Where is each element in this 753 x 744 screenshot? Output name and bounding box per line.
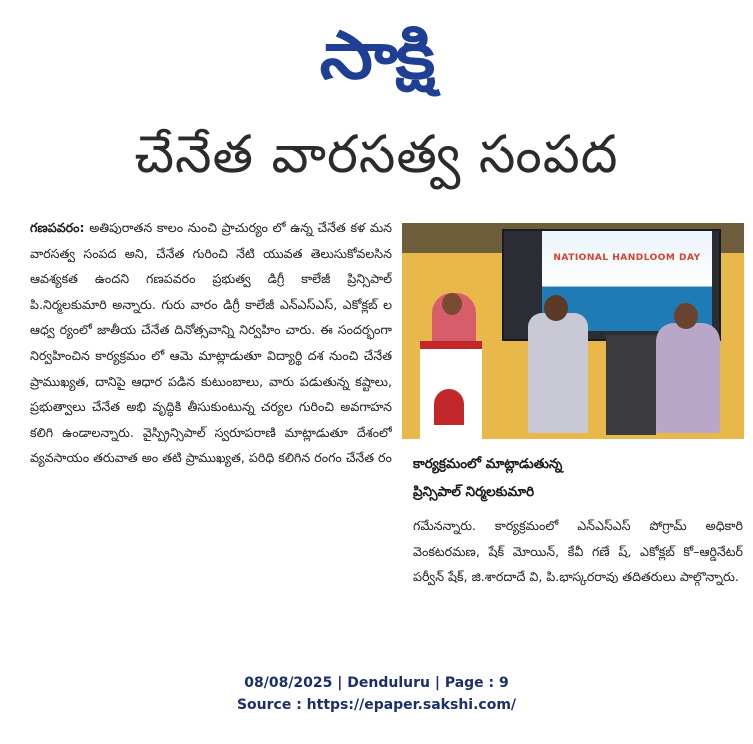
article-headline: చేనేత వారసత్వ సంపద: [134, 124, 619, 185]
photo-banner-text: NATIONAL HANDLOOM DAY: [553, 253, 701, 263]
photo-seated-man-head: [544, 295, 568, 321]
newspaper-logo: సాక్షి: [319, 17, 434, 94]
photo-podium-arch: [434, 389, 464, 425]
footer-source: Source : https://epaper.sakshi.com/: [236, 697, 517, 713]
event-photo: [402, 223, 744, 439]
photo-podium: [420, 341, 482, 439]
article-body-left: [30, 215, 392, 640]
photo-seated-woman-head: [674, 303, 698, 329]
masthead: [0, 8, 753, 104]
dateline: గణపవరం:: [30, 220, 85, 235]
caption-line-1: కార్యక్రమంలో మాట్లాడుతున్న: [413, 456, 563, 472]
caption-line-2: ప్రిన్సిపాల్ నిర్మలకుమారి: [413, 484, 535, 500]
photo-caption: [413, 450, 743, 506]
photo-seated-woman: [656, 323, 720, 433]
photo-speaker-head: [442, 293, 462, 315]
article-body-right: గమేనన్నారు. కార్యక్రమంలో ఎన్ఎస్ఎస్ పోగ్రామ్ అధికారి వెంకటరమణ, షేక్ మోయిన్, కేవీ గణే ష్, ఎకోక్లబ్ కో–ఆర్డినేటర్ పర్వీన్ షేక్, జి.శారదాదే వి, పి.భాస్కరరావు తదితరులు పాల్గొన్నారు.: [413, 518, 743, 585]
photo-seated-man: [528, 313, 588, 433]
source-footer: [0, 672, 753, 716]
body-text-left: అతిపురాతన కాలం నుంచి ప్రాచుర్యం లో ఉన్న చేనేత కళ మన వారసత్వ సంపద అని, చేనేత గురించి నేటి యువత తెలుసుకోవలసిన ఆవశ్యకత ఉందని గణపవరం ప్రభుత్వ డిగ్రీ కాలేజీ ప్రిన్సిపాల్ పి.నిర్మలకుమారి అన్నారు. గురు వారం డిగ్రీ కాలేజీ ఎన్ఎస్ఎస్, ఎకోక్లబ్ ల ఆధ్వ ర్యంలో జాతీయ చేనేత దినోత్సవాన్ని నిర్వహిం చారు. ఈ సందర్భంగా నిర్వహించిన కార్యక్రమం లో ఆమె మాట్లాడుతూ విద్యార్థి దశ నుంచి చేనేత ప్రాముఖ్యత, దానిపై ఆధార పడిన కుటుంబాలు, వారు పడుతున్న కష్టాలు, ప్రభుత్వాలు చేనేత అభి వృద్ధికి తీసుకుంటున్న చర్యల గురించి అవగాహన కలిగి ఉండాలన్నారు. వైస్ప్రిన్సిపాల్ స్వరూపరాణి మాట్లాడుతూ దేశంలో వ్యవసాయం తరువాత అం తటి ప్రాముఖ్యత, పరిధి కలిగిన రంగం చేనేత రం: [30, 220, 392, 466]
footer-date-edition: 08/08/2025 | Denduluru | Page : 9: [244, 675, 509, 691]
photo-empty-chair: [606, 335, 656, 435]
